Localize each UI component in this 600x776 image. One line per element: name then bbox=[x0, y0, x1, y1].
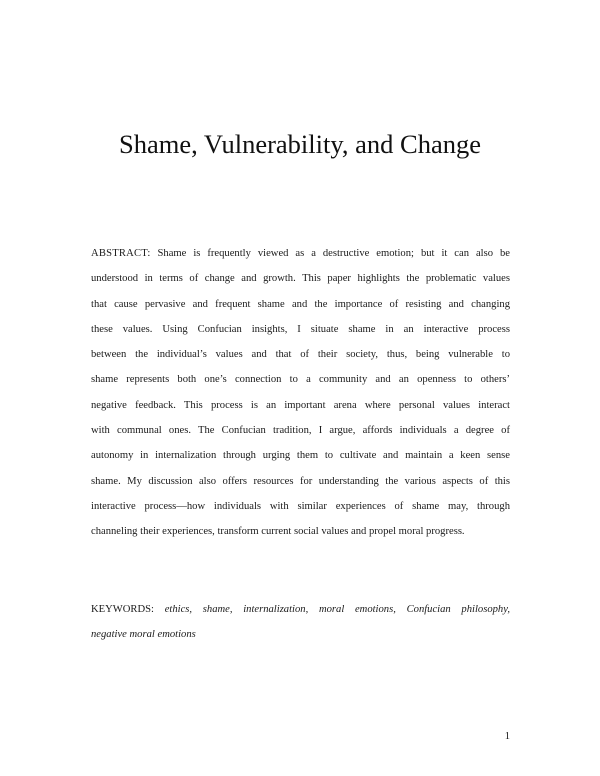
paper-title: Shame, Vulnerability, and Change bbox=[119, 129, 481, 159]
keywords bbox=[91, 597, 510, 648]
abstract-line: interactive process—how individuals with similar experiences of shame may, through bbox=[91, 500, 510, 512]
abstract-line: that cause pervasive and frequent shame and the importance of resisting and changing bbox=[91, 298, 510, 310]
keywords-list: ethics, shame, internalization, moral emotions, Confucian philosophy, bbox=[164, 604, 510, 615]
abstract-line bbox=[91, 241, 510, 266]
abstract-line: these values. Using Confucian insights, I situate shame in an interactive process bbox=[91, 323, 510, 335]
abstract bbox=[91, 241, 510, 545]
abstract-line: shame. My discussion also offers resources for understanding the various aspects of this bbox=[91, 475, 510, 487]
abstract-line: autonomy in internalization through urging them to cultivate and maintain a keen sense bbox=[91, 450, 510, 462]
keywords-label: KEYWORDS: bbox=[91, 604, 154, 615]
abstract-line: shame represents both one’s connection to a community and an openness to others’ bbox=[91, 374, 510, 386]
abstract-line: negative feedback. This process is an important arena where personal values interact bbox=[91, 399, 510, 411]
abstract-line: between the individual’s values and that of their society, thus, being vulnerable to bbox=[91, 349, 510, 361]
keywords-line bbox=[91, 622, 510, 647]
abstract-line: with communal ones. The Confucian tradition, I argue, affords individuals a degree of bbox=[91, 425, 510, 437]
abstract-label: ABSTRACT: bbox=[91, 248, 151, 259]
keywords-line bbox=[91, 597, 510, 622]
abstract-line: understood in terms of change and growth. This paper highlights the problematic values bbox=[91, 273, 510, 285]
keywords-list-continued: negative moral emotions bbox=[91, 629, 196, 641]
abstract-line: channeling their experiences, transform current social values and propel moral progress. bbox=[91, 526, 465, 538]
page-number: 1 bbox=[504, 731, 510, 742]
abstract-line-text: Shame is frequently viewed as a destructive emotion; but it can also be bbox=[157, 248, 510, 259]
